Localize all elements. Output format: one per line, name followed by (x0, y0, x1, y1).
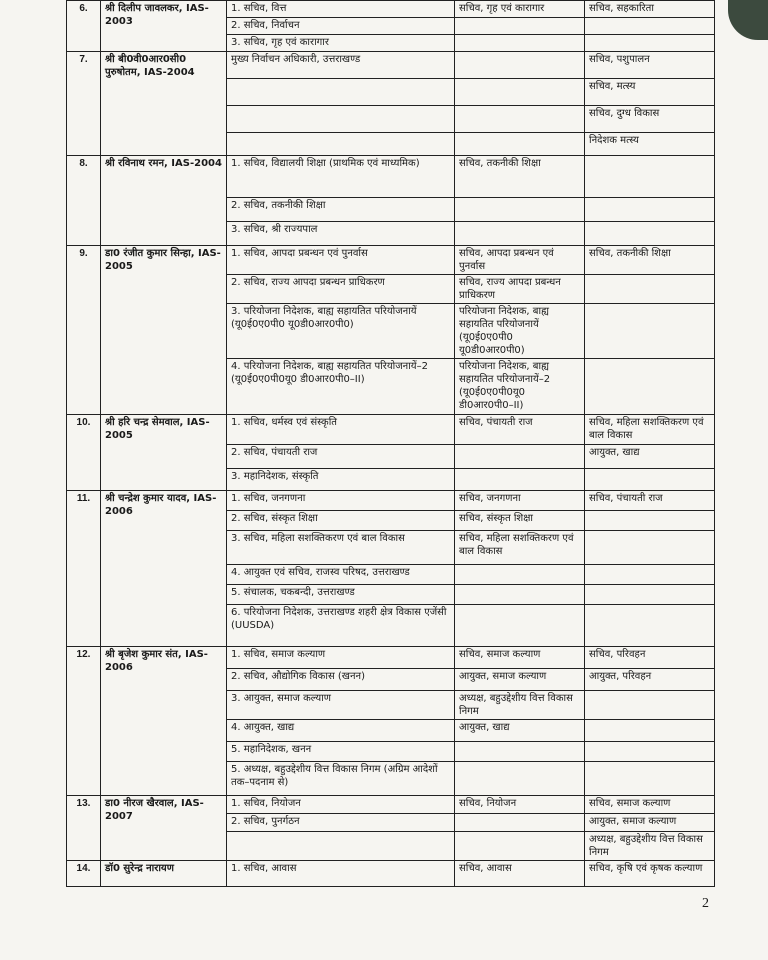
new-posting-cell (455, 133, 585, 156)
officer-name: श्री बी0वी0आर0सी0 पुरुषोतम, IAS-2004 (101, 52, 227, 156)
current-posting-cell: 3. सचिव, श्री राज्यपाल (227, 222, 455, 246)
new-posting-cell: सचिव, आपदा प्रबन्धन एवं पुनर्वास (455, 246, 585, 275)
new-posting-cell: अध्यक्ष, बहुउद्देशीय वित्त विकास निगम (455, 691, 585, 720)
corner-shadow (728, 0, 768, 40)
additional-charge-cell (585, 18, 715, 35)
current-posting-cell (227, 106, 455, 133)
new-posting-cell (455, 106, 585, 133)
current-posting-cell: 1. सचिव, विद्यालयी शिक्षा (प्राथमिक एवं माध्यमिक) (227, 156, 455, 198)
additional-charge-cell: सचिव, दुग्ध विकास (585, 106, 715, 133)
additional-charge-cell (585, 222, 715, 246)
current-posting-cell: 4. आयुक्त एवं सचिव, राजस्व परिषद, उत्तराखण्ड (227, 565, 455, 585)
current-posting-cell: 3. सचिव, गृह एवं कारागार (227, 35, 455, 52)
additional-charge-cell (585, 156, 715, 198)
serial-number: 14. (67, 861, 101, 887)
current-posting-cell: 1. सचिव, आपदा प्रबन्धन एवं पुनर्वास (227, 246, 455, 275)
new-posting-cell: सचिव, नियोजन (455, 796, 585, 814)
current-posting-cell: 4. परियोजना निदेशक, बाह्य सहायतित परियोजनायें–2 (यू0ई0ए0पी0यू0 डी0आर0पी0–II) (227, 359, 455, 415)
additional-charge-cell (585, 35, 715, 52)
new-posting-cell (455, 52, 585, 79)
table-row (67, 156, 715, 198)
serial-number: 10. (67, 415, 101, 491)
new-posting-cell (455, 832, 585, 861)
additional-charge-cell: सचिव, समाज कल्याण (585, 796, 715, 814)
new-posting-cell: सचिव, महिला सशक्तिकरण एवं बाल विकास (455, 531, 585, 565)
additional-charge-cell (585, 304, 715, 359)
current-posting-cell: 1. सचिव, वित्त (227, 1, 455, 18)
current-posting-cell: 2. सचिव, राज्य आपदा प्रबन्धन प्राधिकरण (227, 275, 455, 304)
table-row (67, 415, 715, 445)
table-row (67, 52, 715, 79)
new-posting-cell: सचिव, पंचायती राज (455, 415, 585, 445)
table-row (67, 1, 715, 18)
new-posting-cell (455, 469, 585, 491)
additional-charge-cell (585, 585, 715, 605)
current-posting-cell: मुख्य निर्वाचन अधिकारी, उत्तराखण्ड (227, 52, 455, 79)
current-posting-cell: 4. आयुक्त, खाद्य (227, 720, 455, 742)
additional-charge-cell (585, 565, 715, 585)
additional-charge-cell (585, 691, 715, 720)
current-posting-cell: 3. आयुक्त, समाज कल्याण (227, 691, 455, 720)
additional-charge-cell: सचिव, पशुपालन (585, 52, 715, 79)
new-posting-cell: सचिव, गृह एवं कारागार (455, 1, 585, 18)
additional-charge-cell (585, 605, 715, 647)
additional-charge-cell (585, 198, 715, 222)
additional-charge-cell (585, 742, 715, 762)
serial-number: 7. (67, 52, 101, 156)
officer-name: श्री रविनाथ रमन, IAS-2004 (101, 156, 227, 246)
new-posting-cell: सचिव, समाज कल्याण (455, 647, 585, 669)
new-posting-cell (455, 445, 585, 469)
new-posting-cell (455, 605, 585, 647)
new-posting-cell (455, 762, 585, 796)
additional-charge-cell: अध्यक्ष, बहुउद्देशीय वित्त विकास निगम (585, 832, 715, 861)
serial-number: 13. (67, 796, 101, 861)
current-posting-cell: 2. सचिव, संस्कृत शिक्षा (227, 511, 455, 531)
serial-number: 6. (67, 1, 101, 52)
additional-charge-cell (585, 275, 715, 304)
additional-charge-cell (585, 762, 715, 796)
additional-charge-cell (585, 720, 715, 742)
new-posting-cell: आयुक्त, खाद्य (455, 720, 585, 742)
current-posting-cell: 5. संचालक, चकबन्दी, उत्तराखण्ड (227, 585, 455, 605)
officer-name: श्री हरि चन्द्र सेमवाल, IAS-2005 (101, 415, 227, 491)
new-posting-cell: सचिव, राज्य आपदा प्रबन्धन प्राधिकरण (455, 275, 585, 304)
officer-name: डा0 रंजीत कुमार सिन्हा, IAS-2005 (101, 246, 227, 415)
new-posting-cell (455, 565, 585, 585)
additional-charge-cell: आयुक्त, समाज कल्याण (585, 814, 715, 832)
additional-charge-cell: आयुक्त, खाद्य (585, 445, 715, 469)
new-posting-cell: परियोजना निदेशक, बाह्य सहायतित परियोजनायें (यू0ई0ए0पी0 यू0डी0आर0पी0) (455, 304, 585, 359)
new-posting-cell (455, 742, 585, 762)
current-posting-cell: 1. सचिव, धर्मस्व एवं संस्कृति (227, 415, 455, 445)
additional-charge-cell: सचिव, मत्स्य (585, 79, 715, 106)
additional-charge-cell: सचिव, सहकारिता (585, 1, 715, 18)
additional-charge-cell: सचिव, तकनीकी शिक्षा (585, 246, 715, 275)
new-posting-cell (455, 814, 585, 832)
officer-allocation-table (66, 0, 715, 887)
additional-charge-cell: सचिव, परिवहन (585, 647, 715, 669)
officer-name: श्री बृजेश कुमार संत, IAS-2006 (101, 647, 227, 796)
new-posting-cell: परियोजना निदेशक, बाह्य सहायतित परियोजनायें–2 (यू0ई0ए0पी0यू0 डी0आर0पी0–II) (455, 359, 585, 415)
additional-charge-cell (585, 531, 715, 565)
table-row (67, 491, 715, 511)
table-row (67, 647, 715, 669)
officer-name: श्री चन्द्रेश कुमार यादव, IAS-2006 (101, 491, 227, 647)
current-posting-cell: 2. सचिव, निर्वाचन (227, 18, 455, 35)
table-row (67, 861, 715, 887)
page-number: 2 (702, 896, 709, 911)
current-posting-cell: 1. सचिव, नियोजन (227, 796, 455, 814)
new-posting-cell: सचिव, तकनीकी शिक्षा (455, 156, 585, 198)
additional-charge-cell (585, 359, 715, 415)
new-posting-cell: सचिव, जनगणना (455, 491, 585, 511)
new-posting-cell: सचिव, आवास (455, 861, 585, 887)
new-posting-cell: सचिव, संस्कृत शिक्षा (455, 511, 585, 531)
current-posting-cell (227, 832, 455, 861)
current-posting-cell (227, 133, 455, 156)
additional-charge-cell (585, 511, 715, 531)
serial-number: 8. (67, 156, 101, 246)
current-posting-cell (227, 79, 455, 106)
current-posting-cell: 2. सचिव, औद्योगिक विकास (खनन) (227, 669, 455, 691)
serial-number: 12. (67, 647, 101, 796)
serial-number: 9. (67, 246, 101, 415)
officer-name: डॉ0 सुरेन्द्र नारायण (101, 861, 227, 887)
table-row (67, 796, 715, 814)
additional-charge-cell: सचिव, पंचायती राज (585, 491, 715, 511)
current-posting-cell: 6. परियोजना निदेशक, उत्तराखण्ड शहरी क्षेत्र विकास एजेंसी (UUSDA) (227, 605, 455, 647)
current-posting-cell: 5. महानिदेशक, खनन (227, 742, 455, 762)
additional-charge-cell: आयुक्त, परिवहन (585, 669, 715, 691)
current-posting-cell: 2. सचिव, तकनीकी शिक्षा (227, 198, 455, 222)
current-posting-cell: 3. महानिदेशक, संस्कृति (227, 469, 455, 491)
new-posting-cell: आयुक्त, समाज कल्याण (455, 669, 585, 691)
current-posting-cell: 2. सचिव, पंचायती राज (227, 445, 455, 469)
current-posting-cell: 1. सचिव, आवास (227, 861, 455, 887)
new-posting-cell (455, 222, 585, 246)
new-posting-cell (455, 18, 585, 35)
new-posting-cell (455, 585, 585, 605)
current-posting-cell: 5. अध्यक्ष, बहुउद्देशीय वित्त विकास निगम (अग्रिम आदेशों तक–पदनाम से) (227, 762, 455, 796)
current-posting-cell: 1. सचिव, समाज कल्याण (227, 647, 455, 669)
table-row (67, 246, 715, 275)
additional-charge-cell (585, 469, 715, 491)
current-posting-cell: 2. सचिव, पुनर्गठन (227, 814, 455, 832)
serial-number: 11. (67, 491, 101, 647)
additional-charge-cell: सचिव, महिला सशक्तिकरण एवं बाल विकास (585, 415, 715, 445)
current-posting-cell: 3. परियोजना निदेशक, बाह्य सहायतित परियोजनायें (यू0ई0ए0पी0 यू0डी0आर0पी0) (227, 304, 455, 359)
new-posting-cell (455, 79, 585, 106)
additional-charge-cell: सचिव, कृषि एवं कृषक कल्याण (585, 861, 715, 887)
new-posting-cell (455, 35, 585, 52)
officer-name: श्री दिलीप जावलकर, IAS-2003 (101, 1, 227, 52)
additional-charge-cell: निदेशक मत्स्य (585, 133, 715, 156)
current-posting-cell: 1. सचिव, जनगणना (227, 491, 455, 511)
new-posting-cell (455, 198, 585, 222)
officer-name: डा0 नीरज खैरवाल, IAS-2007 (101, 796, 227, 861)
current-posting-cell: 3. सचिव, महिला सशक्तिकरण एवं बाल विकास (227, 531, 455, 565)
